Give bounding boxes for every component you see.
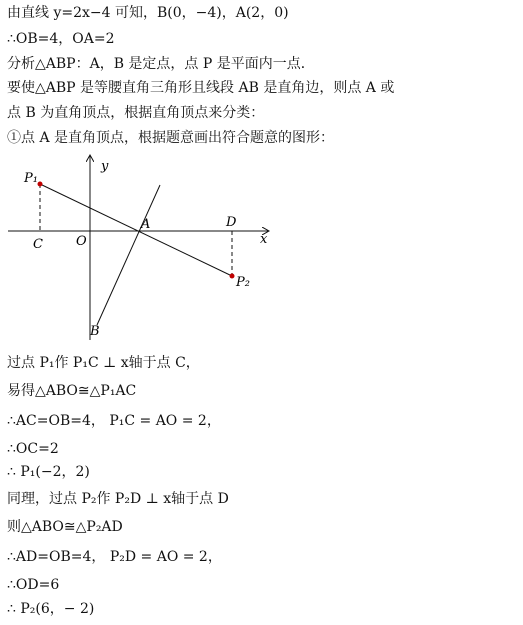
label-o: O (76, 234, 87, 249)
text-line-5: 点 B 为直角顶点，根据直角顶点来分类： (7, 105, 265, 121)
label-p2: P₂ (236, 275, 250, 290)
line-ab (97, 185, 160, 325)
solution-line-10: ∴ P₂(6，− 2) (7, 601, 95, 617)
geometry-figure (0, 150, 523, 350)
solution-line-6: 同理，过点 P₂作 P₂D ⊥ x轴于点 D (7, 491, 229, 507)
label-b: B (90, 324, 100, 339)
solution-line-4: ∴OC=2 (7, 441, 59, 457)
label-y: y (101, 159, 109, 174)
label-x: x (260, 232, 268, 247)
solution-line-2: 易得△ABO≅△P₁AC (7, 383, 137, 399)
solution-line-9: ∴OD=6 (7, 577, 60, 593)
text-line-3: 分析△ABP：A，B 是定点，点 P 是平面内一点． (7, 56, 315, 72)
text-line-6: ①点 A 是直角顶点，根据题意画出符合题意的图形： (7, 130, 335, 146)
text-line-1: 由直线 y=2x−4 可知，B(0，−4)，A(2，0) (7, 5, 289, 21)
solution-line-1: 过点 P₁作 P₁C ⊥ x轴于点 C， (7, 355, 200, 371)
label-a: A (141, 217, 151, 232)
label-c: C (33, 237, 43, 252)
text-line-4: 要使△ABP 是等腰直角三角形且线段 AB 是直角边，则点 A 或 (7, 80, 395, 96)
point-p1 (38, 182, 43, 187)
solution-line-5: ∴ P₁(−2，2) (7, 464, 90, 480)
label-d: D (226, 215, 237, 230)
point-p2 (230, 274, 235, 279)
label-p1: P₁ (24, 171, 38, 186)
solution-line-8: ∴AD=OB=4， P₂D = AO = 2， (7, 549, 222, 565)
solution-line-7: 则△ABO≅△P₂AD (7, 519, 123, 535)
text-line-2: ∴OB=4，OA=2 (7, 31, 115, 47)
solution-line-3: ∴AC=OB=4， P₁C = AO = 2， (7, 413, 221, 429)
line-p1-p2 (40, 184, 232, 276)
